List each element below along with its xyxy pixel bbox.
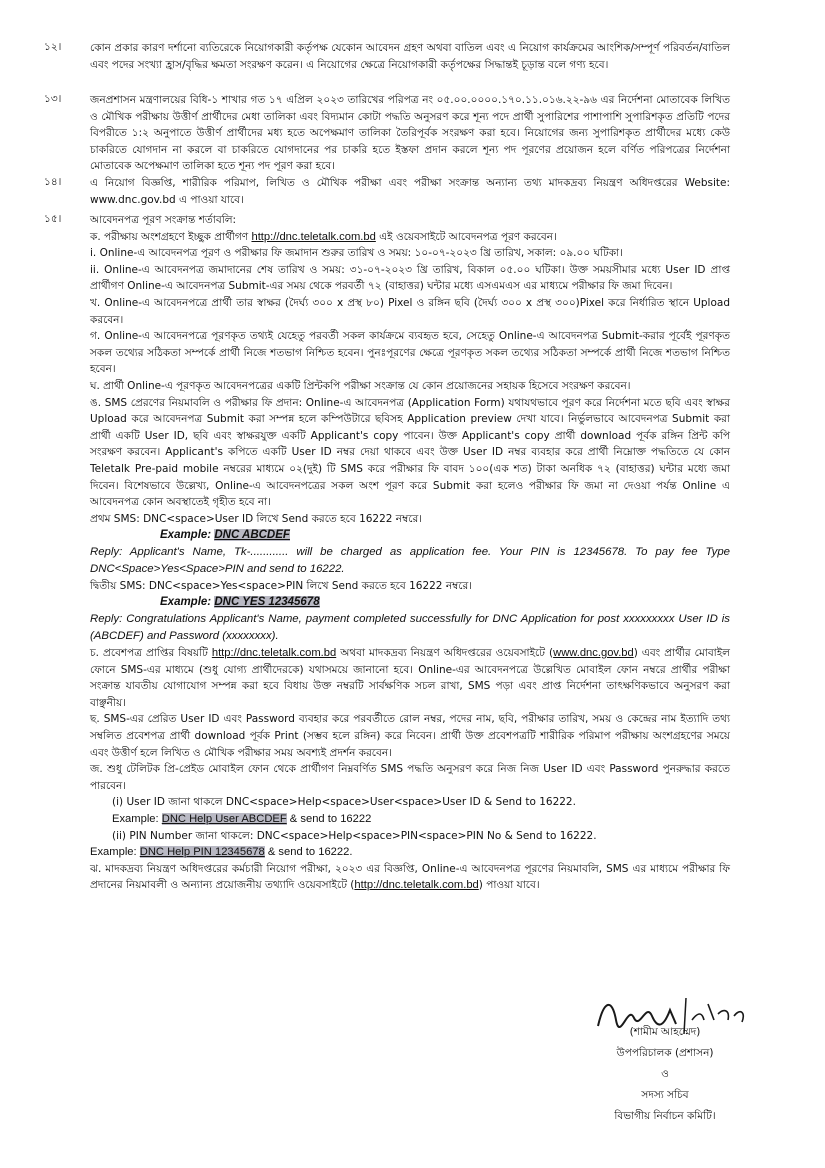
clause-number: ১৫।: [44, 213, 62, 225]
committee-name: বিভাগীয় নির্বাচন কমিটি।: [614, 1110, 716, 1122]
sub-clause-text: অথবা মাদকদ্রব্য নিয়ন্ত্রণ অধিদপ্তরের ওয়েবসাইটে (: [336, 647, 554, 660]
sub-clause-text: ক. পরীক্ষায় অংশগ্রহণে ইচ্ছুক প্রার্থীগণ: [90, 230, 252, 243]
sub-clause-text: এই ওয়েবসাইটে আবেদনপত্র পূরণ করবেন।: [375, 230, 557, 243]
signatory-name: (শামীম আহম্মেদ): [629, 1026, 701, 1038]
first-sms-instruction: প্রথম SMS: DNC<space>User ID লিখে Send করতে হবে 16222 নম্বরে।: [90, 512, 423, 525]
teletalk-link[interactable]: http://dnc.teletalk.com.bd: [211, 647, 337, 660]
conjunction: ও: [661, 1068, 669, 1080]
clause-text: জনপ্রশাসন মন্ত্রণালয়ের বিধি-১ শাখার গত ১৭ এপ্রিল ২০২৩ তারিখের পরিপত্র নং ০৫.০০.০০০০.১৭০.১১.০১৬.২২-৯৬ এর নির্দেশনা মোতাবেক লিখিত ও মৌখিক পরীক্ষায় উত্তীর্ণ প্রার্থীদের মেধা তালিকা এবং বিদ্যমান কোটা পদ্ধতি অনুসরণ করে শূন্য পদে প্রার্থী সুপারিশের পাশাপাশি সুপারিশকৃত প্রতিটি পদের বিপরীতে ১:২ অনুপাতে উত্তীর্ণ প্রার্থীদের মধ্য হতে অপেক্ষমাণ তালিকা তৈরিপূর্বক সংরক্ষণ করা হবে। নিয়োগের জন্য সুপারিশকৃত প্রার্থীদের মধ্যে কেউ চাকরিতে যোগদান না করলে বা চাকরিতে যোগদানের পর চাকরি হতে ইস্তফা প্রদান করলে শূন্য পদ পূরণের প্রয়োজন হলে বর্ণিত পরিপত্রের নির্দেশনা মোতাবেক অপেক্ষমাণ তালিকা হতে শূন্য পদ পূরণ করা হবে।: [90, 94, 730, 173]
sub-clause-jha: [90, 861, 730, 894]
signature-block: [580, 1022, 750, 1127]
sub-clause-text: ঝ. মাদকদ্রব্য নিয়ন্ত্রণ অধিদপ্তরের কর্মচারী নিয়োগ পরীক্ষা, ২০২৩ এর বিজ্ঞপ্তি, Online-এ আবেদনপত্র পূরণের নিয়মাবলি, SMS এর মাধ্যমে পরীক্ষার ফি প্রদানের নিয়মাবলী ও অন্যান্য প্রয়োজনীয় তথ্যাদি ওয়েবসাইটে (: [90, 862, 730, 892]
clause-number: ১২।: [44, 41, 62, 53]
sub-clause-ja: জ. শুধু টেলিটক প্রি-প্রেইড মোবাইল ফোন থেকে প্রার্থীগণ নিম্নবর্ণিত SMS পদ্ধতি অনুসরণ করে নিজ নিজ User ID এবং Password পুনরুদ্ধার করতে পারবেন।: [90, 763, 730, 792]
sub-clause-ga: গ. Online-এ আবেদনপত্রে পূরণকৃত তথ্যই যেহেতু পরবর্তী সকল কার্যক্রমে ব্যবহৃত হবে, সেহেতু Online-এ আবেদনপত্র Submit-করার পূর্বেই পূরণকৃত সকল তথ্যের সঠিকতা সম্পর্কে প্রার্থী নিজে শতভাগ নিশ্চিত হবেন। পুনঃপূরণের ক্ষেত্রে পূরণকৃত সকল তথ্যের সঠিকতা সম্পর্কে প্রার্থী নিজে শতভাগ নিশ্চিত হবেন।: [90, 330, 730, 376]
sub-clause-chha: ছ. SMS-এর প্রেরিত User ID এবং Password ব্যবহার করে পরবর্তীতে রোল নম্বর, পদের নাম, ছবি, পরীক্ষার তারিখ, সময় ও কেন্দ্রের নাম ইত্যাদি তথ্য সম্বলিত প্রবেশপত্র প্রার্থী download পূর্বক Print (সম্ভব হলে রঙ্গিন) করে নিবেন। প্রার্থী উক্ত প্রবেশপত্রটি শারীরিক পরিমাপ পরীক্ষায় অংশগ্রহণের সময়ে এবং উত্তীর্ণ হলে লিখিত ও মৌখিক পরীক্ষার সময় অবশ্যই প্রদর্শন করবেন।: [90, 713, 730, 759]
sub-clause-ka: [90, 229, 730, 246]
first-sms-example: [90, 527, 730, 544]
sub-clause-ii: ii. Online-এ আবেদনপত্র জমাদানের শেষ তারিখ ও সময়: ৩১-০৭-২০২৩ খ্রি তারিখ, বিকাল ০৫.০০ ঘটিকা। উক্ত সময়সীমার মধ্যে User ID প্রাপ্ত প্রার্থীগণ Online-এ আবেদনপত্র Submit-এর সময় থেকে পরবর্তী ৭২ (বাহাত্তর) ঘন্টার মধ্যে এসএমএস এর মাধ্যমে পরীক্ষার ফি জমা দিবেন।: [90, 263, 730, 293]
recover-pin: (ii) PIN Number জানা থাকলে: DNC<space>Help<space>PIN<space>PIN No & Send to 16222.: [112, 829, 597, 842]
clause-13: [44, 92, 730, 175]
example-label: Example:: [112, 813, 162, 825]
teletalk-link[interactable]: http://dnc.teletalk.com.bd: [251, 230, 376, 243]
sub-clause-text: চ. প্রবেশপত্র প্রাপ্তির বিষয়টি: [90, 647, 212, 660]
clause-14: [44, 175, 730, 208]
sub-clause-i: i. Online-এ আবেদনপত্র পূরণ ও পরীক্ষার ফি জমাদান শুরুর তারিখ ও সময়: ১০-০৭-২০২৩ খ্রি তারিখ, সকাল: ০৯.০০ ঘটিকা।: [90, 247, 623, 260]
recover-user-id-example: [90, 811, 730, 828]
sub-clause-kha: খ. Online-এ আবেদনপত্রে প্রার্থী তার স্বাক্ষর (দৈর্ঘ্য ৩০০ x প্রস্থ ৮০) Pixel ও রঙ্গিন ছবি (দৈর্ঘ্য ৩০০ x প্রস্থ ৩০০)Pixel করে নির্ধারিত স্থানে Upload করবেন।: [90, 296, 730, 326]
sub-clause-text: ) পাওয়া যাবে।: [478, 879, 540, 892]
example-code: DNC YES 12345678: [214, 596, 320, 609]
example-label: Example:: [90, 846, 140, 859]
first-sms-reply: Reply: Applicant's Name, Tk-............ will be charged as application fee. Your PIN is 12345678. To pay fee Type DNC<Space>Yes<Space>PIN and send to 16222.: [90, 545, 730, 575]
recover-pin-example: [90, 844, 730, 861]
clause-number: ১৩।: [44, 93, 62, 105]
sub-clause-text: ) এবং প্রার্থীর মোবাইল ফোনে SMS-এর মাধ্যমে (শুধু যোগ্য প্রার্থীদেরকে) যথাসময়ে জানানো হবে। Online-এর আবেদনপত্রে উল্লেখিত মোবাইল ফোন নম্বরে প্রার্থীর পরীক্ষা সংক্রান্ত যাবতীয় যোগাযোগ সম্পন্ন করা হবে বিধায় উক্ত নম্বরটি সার্বক্ষণিক সচল রাখা, SMS পড়া এবং প্রাপ্ত নির্দেশনা তাৎক্ষণিকভাবে অনুসরণ করা বাঞ্ছনীয়।: [90, 647, 730, 709]
clause-number: ১৪।: [44, 176, 62, 188]
teletalk-link[interactable]: http://dnc.teletalk.com.bd: [354, 879, 479, 892]
example-code: DNC Help User ABCDEF: [161, 813, 287, 825]
example-label: Example:: [160, 596, 215, 609]
clause-12: [44, 40, 730, 73]
signatory-title: উপপরিচালক (প্রশাসন): [616, 1047, 714, 1059]
clause-15: [44, 212, 730, 894]
example-code: DNC ABCDEF: [214, 529, 290, 542]
sub-clause-gha: ঘ. প্রার্থী Online-এ পূরণকৃত আবেদনপত্রের একটি প্রিন্টকপি পরীক্ষা সংক্রান্ত যে কোন প্রয়োজনের সহায়ক হিসেবে সংরক্ষণ করবেন।: [90, 379, 631, 392]
clause-heading: আবেদনপত্র পূরণ সংক্রান্ত শর্তাবলি:: [90, 214, 237, 226]
recover-user-id: (i) User ID জানা থাকলে DNC<space>Help<space>User<space>User ID & Send to 16222.: [112, 796, 576, 809]
example-text: & send to 16222: [286, 813, 372, 825]
second-sms-reply: Reply: Congratulations Applicant's Name, payment completed successfully for DNC Application for post xxxxxxxxx User ID is (ABCDEF) and Password (xxxxxxxx).: [90, 613, 730, 643]
example-text: & send to 16222.: [264, 846, 353, 859]
second-sms-instruction: দ্বিতীয় SMS: DNC<space>Yes<space>PIN লিখে Send করতে হবে 16222 নম্বরে।: [90, 579, 473, 592]
sub-clause-cha: [90, 645, 730, 711]
dnc-website-link[interactable]: www.dnc.gov.bd: [553, 647, 634, 660]
second-sms-example: [90, 594, 730, 611]
sub-clause-umo: ঙ. SMS প্রেরণের নিয়মাবলি ও পরীক্ষার ফি প্রদান: Online-এ আবেদনপত্র (Application Form) যথাযথভাবে পূরণ করে নির্দেশনা মতে ছবি এবং স্বাক্ষর Upload করে আবেদনপত্র Submit করা সম্পন্ন হলে কম্পিউটারে ছবিসহ Application preview দেখা যাবে। নির্ভুলভাবে আবেদনপত্র Submit করা প্রার্থী একটি User ID, ছবি এবং স্বাক্ষরযুক্ত একটি Applicant's copy পাবেন। উক্ত Applicant's copy প্রার্থী download পূর্বক রঙ্গিন প্রিন্ট কপি সংরক্ষণ করবেন। Applicant's কপিতে একটি User ID নম্বর দেয়া থাকবে এবং উক্ত User ID নম্বর ব্যবহার করে প্রার্থী নিম্নোক্ত পদ্ধতিতে যে কোন Teletalk Pre-paid mobile নম্বরের মাধ্যমে ০২(দুই) টি SMS করে পরীক্ষার ফি বাবদ ১০০(এক শত) টাকা অনধিক ৭২ (বাহাত্তর) ঘন্টার মধ্যে জমা দিবেন। বিশেষভাবে উল্লেখ্য, Online-এ আবেদনপত্রের সকল অংশ পূরণ করে Submit করা হলেও পরীক্ষার ফি জমা না দেওয়া পর্যন্ত Online এ আবেদনপত্র কোন অবস্থাতেই গৃহীত হবে না।: [90, 396, 730, 509]
example-code: DNC Help PIN 12345678: [139, 846, 265, 859]
signatory-role: সদস্য সচিব: [641, 1089, 689, 1101]
clause-text: এ নিয়োগ বিজ্ঞপ্তি, শারীরিক পরিমাপ, লিখিত ও মৌখিক পরীক্ষা এবং পরীক্ষা সংক্রান্ত অন্যান্য তথ্য মাদকদ্রব্য নিয়ন্ত্রণ অধিদপ্তরের Website: www.dnc.gov.bd এ পাওয়া যাবে।: [90, 177, 730, 206]
clause-text: কোন প্রকার কারণ দর্শানো ব্যতিরেকে নিয়োগকারী কর্তৃপক্ষ যেকোন আবেদন গ্রহণ অথবা বাতিল এবং এ নিয়োগ কার্যক্রমের আংশিক/সম্পূর্ণ পরিবর্তন/বাতিল এবং পদের সংখ্যা হ্রাস/বৃদ্ধির ক্ষমতা সংরক্ষণ করেন। এ নিয়োগের ক্ষেত্রে নিয়োগকারী কর্তৃপক্ষের সিদ্ধান্তই চূড়ান্ত বলে গণ্য হবে।: [90, 42, 730, 71]
example-label: Example:: [160, 529, 215, 542]
